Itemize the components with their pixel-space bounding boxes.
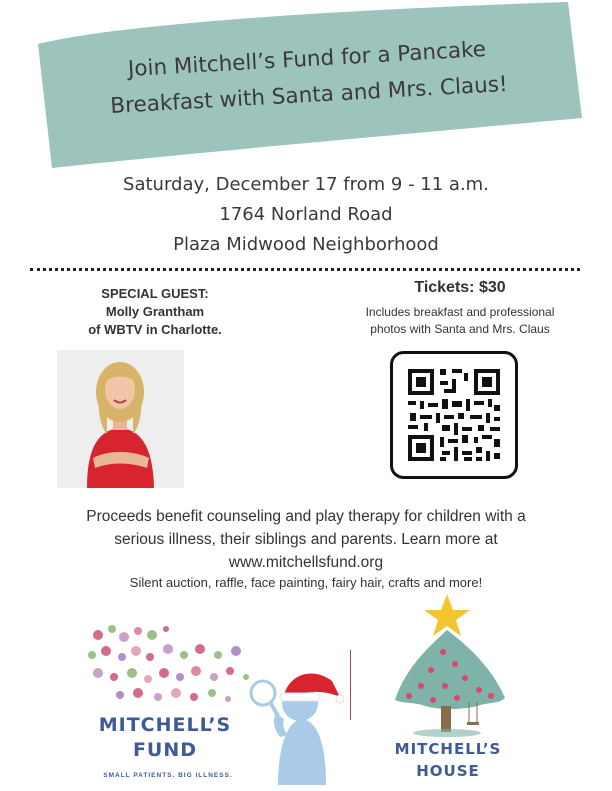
event-address: 1764 Norland Road [219,204,393,225]
header-banner [0,0,612,180]
house-logo-line-2: HOUSE [416,762,480,780]
logo-divider [350,650,351,720]
fund-logo-line-2: FUND [132,739,198,761]
ticket-qr-code[interactable] [390,351,518,479]
house-logo-text [373,738,523,782]
house-logo-line-1: MITCHELL’S [394,740,502,758]
dotted-divider [30,268,580,271]
proceeds-text [30,505,582,574]
headline-line-2: Breakfast with Santa and Mrs. Claus! [109,71,509,120]
headline-line-1: Join Mitchell’s Fund for a Pancake [127,37,487,83]
proceeds-line-1: Proceeds benefit counseling and play therapy for children with a [86,508,526,525]
fund-logo-tagline: SMALL PATIENTS. BIG ILLNESS. [103,772,233,779]
tickets-line-2: photos with Santa and Mrs. Claus [370,322,550,336]
activities-text: Silent auction, raffle, face painting, fairy hair, crafts and more! [129,575,483,590]
tickets-line-1: Includes breakfast and professional [365,305,555,319]
guest-affiliation: of WBTV in Charlotte. [88,322,222,337]
tickets-details [330,304,590,338]
website-link[interactable]: www.mitchellsfund.org [228,554,384,571]
guest-heading: SPECIAL GUEST: [101,286,209,301]
event-neighborhood: Plaza Midwood Neighborhood [173,234,439,255]
fund-logo-text [80,713,250,763]
tickets-title: Tickets: $30 [414,279,506,296]
event-details [0,170,612,260]
proceeds-line-2: serious illness, their siblings and parents. Learn more at [114,531,498,548]
guest-photo [57,350,184,488]
fund-logo-line-1: MITCHELL’S [98,714,232,736]
event-date: Saturday, December 17 from 9 - 11 a.m. [123,174,489,195]
guest-name: Molly Grantham [105,304,205,319]
special-guest [40,285,270,339]
